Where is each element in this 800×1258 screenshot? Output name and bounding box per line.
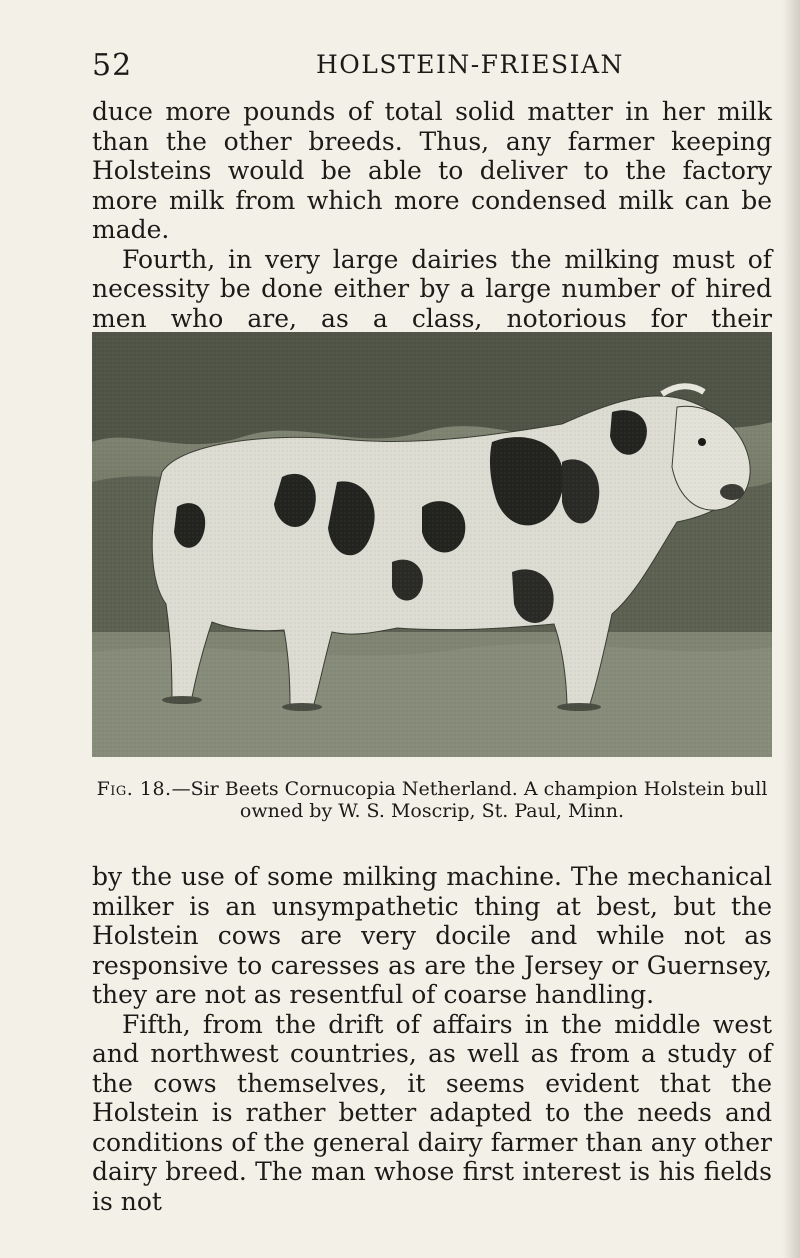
page-number: 52 xyxy=(92,48,133,83)
page-edge-shadow xyxy=(782,0,800,1258)
paragraph: by the use of some milking machine. The mechanical milker is an unsympathetic thing at best, but the Holstein cows are very docile and while not as responsive to caresses as are the Jersey or Guernsey, they are not as resentful of coarse handling. xyxy=(92,862,772,1009)
paragraph: duce more pounds of total solid matter in her milk than the other breeds. Thus, any farmer keeping Holsteins would be able to deliver to the factory more milk from which more condensed milk can be made. xyxy=(92,97,772,244)
figure-caption-text: —Sir Beets Cornucopia Netherland. A champion Holstein bull owned by W. S. Moscrip, St. Paul, Minn. xyxy=(171,778,768,822)
page-header xyxy=(92,48,772,88)
paragraph: Fourth, in very large dairies the milking must of necessity be done either by a large number of hired men who are, as a class, notorious for their xyxy=(92,244,772,333)
running-head: HOLSTEIN-FRIESIAN xyxy=(316,50,624,79)
bull-photo-illustration xyxy=(92,332,772,757)
bull-photograph xyxy=(92,332,772,757)
figure-caption xyxy=(92,778,772,822)
figure-label: Fig. 18. xyxy=(96,778,172,800)
paragraph: Fifth, from the drift of affairs in the middle west and northwest countries, as well as from a study of the cows themselves, it seems evident that the Holstein is rather better adapted to the needs and conditions of the general dairy farmer than any other dairy breed. The man whose first interest is his fields is not xyxy=(92,1009,772,1216)
body-text-bottom xyxy=(92,862,772,1216)
